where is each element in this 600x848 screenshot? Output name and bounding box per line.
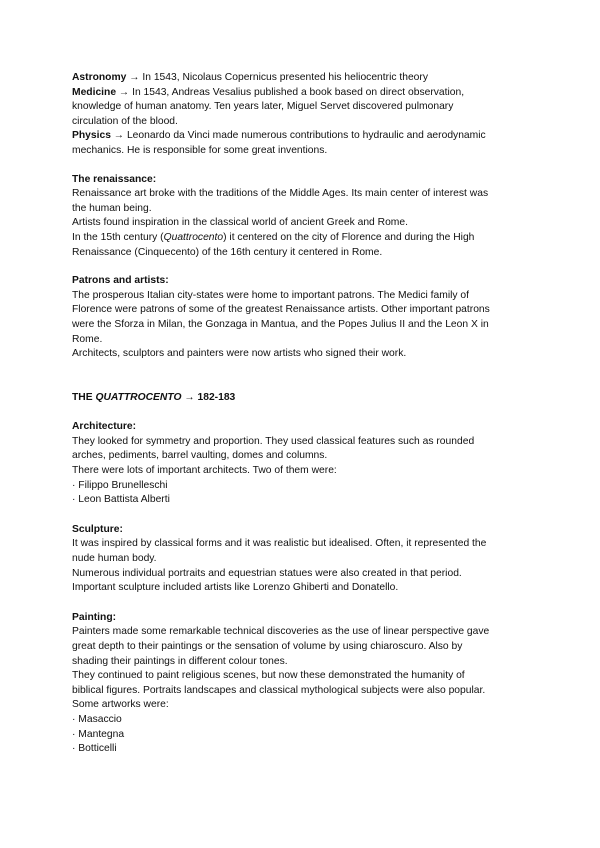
medicine-line — [72, 86, 534, 101]
painting-line-4: They continued to paint religious scenes, but now these demonstrated the humanity of — [72, 670, 465, 682]
sculpture-line-1: It was inspired by classical forms and it was realistic but idealised. Often, it represented the — [72, 538, 487, 550]
medicine-label: Medicine — [72, 86, 117, 98]
renaissance-line-5: Renaissance (Cinquecento) of the 16th century it centered in Rome. — [72, 246, 383, 258]
quattrocento-italic: Quattrocento — [163, 231, 224, 243]
title-prefix: THE — [72, 391, 96, 403]
patrons-section — [72, 274, 534, 362]
painting-line-2: great depth to their paintings or the sensation of volume by using chiaroscuro. Also by — [72, 641, 463, 652]
renaissance-line-4 — [72, 231, 534, 246]
painting-line-1: Painters made some remarkable technical discoveries as the use of linear perspective gave — [72, 626, 490, 638]
astronomy-line — [72, 71, 534, 86]
physics-label: Physics — [72, 130, 111, 142]
painting-section — [72, 611, 534, 757]
renaissance-heading: The renaissance: — [72, 173, 157, 185]
patrons-line-1: The prosperous Italian city-states were home to important patrons. The Medici family of — [72, 289, 469, 301]
painter-item-2: · Mantegna — [72, 728, 125, 740]
renaissance-line-2: the human being. — [72, 202, 152, 214]
patrons-line-2: Florence were patrons of some of the greatest Renaissance artists. Other important patrons — [72, 304, 490, 316]
patrons-line-4: Rome. — [72, 333, 103, 345]
medicine-text-3: circulation of the blood. — [72, 115, 178, 127]
sculpture-heading: Sculpture: — [72, 523, 123, 535]
architecture-line-3: There were lots of important architects. Two of them were: — [72, 465, 337, 477]
astronomy-text: → In 1543, Nicolaus Copernicus presented his heliocentric theory — [126, 72, 428, 83]
renaissance-section — [72, 173, 534, 261]
painting-line-3: shading their paintings in different colour tones. — [72, 655, 288, 667]
title-italic: QUATTROCENTO — [95, 391, 182, 403]
patrons-line-5: Architects, sculptors and painters were now artists who signed their work. — [72, 348, 407, 360]
sciences-section — [72, 71, 534, 159]
patrons-line-3: were the Sforza in Milan, the Gonzaga in Mantua, and the Popes Julius II and the Leon X in — [72, 318, 489, 330]
document-page — [72, 71, 534, 757]
sculpture-line-3: Numerous individual portraits and equestrian statues were also created in that period. — [72, 567, 462, 579]
medicine-text-1: → In 1543, Andreas Vesalius published a book based on direct observation, — [116, 86, 465, 98]
renaissance-line-1: Renaissance art broke with the traditions of the Middle Ages. Its main center of interest was — [72, 188, 489, 200]
architecture-line-1: They looked for symmetry and proportion. They used classical features such as rounded — [72, 435, 475, 447]
architecture-heading: Architecture: — [72, 421, 137, 433]
renaissance-line-3: Artists found inspiration in the classical world of ancient Greek and Rome. — [72, 217, 408, 229]
architecture-section — [72, 420, 534, 508]
architect-item-1: · Filippo Brunelleschi — [72, 479, 168, 491]
renaissance-15th-after: ) it centered on the city of Florence and during the High — [223, 231, 475, 243]
painter-item-3: · Botticelli — [72, 743, 117, 755]
architecture-line-2: arches, pediments, barrel vaulting, domes and columns. — [72, 450, 328, 462]
medicine-text-2: knowledge of human anatomy. Ten years later, Miguel Servet discovered pulmonary — [72, 101, 454, 113]
physics-line — [72, 129, 534, 144]
architect-item-2: · Leon Battista Alberti — [72, 494, 170, 506]
physics-text-1: → Leonardo da Vinci made numerous contributions to hydraulic and aerodynamic — [110, 130, 486, 142]
quattrocento-title — [72, 391, 534, 406]
painter-item-1: · Masaccio — [72, 713, 122, 725]
title-pages: → 182-183 — [181, 391, 236, 403]
astronomy-label: Astronomy — [72, 72, 127, 83]
physics-text-2: mechanics. He is responsible for some great inventions. — [72, 144, 328, 156]
painting-line-5: biblical figures. Portraits landscapes and classical mythological subjects were also popular. — [72, 684, 486, 696]
painting-line-6: Some artworks were: — [72, 699, 169, 711]
sculpture-line-2: nude human body. — [72, 553, 157, 565]
renaissance-15th-before: In the 15th century ( — [72, 231, 164, 243]
sculpture-section — [72, 523, 534, 596]
painting-heading: Painting: — [72, 611, 117, 623]
sculpture-line-4: Important sculpture included artists like Lorenzo Ghiberti and Donatello. — [72, 582, 399, 594]
patrons-heading: Patrons and artists: — [72, 275, 169, 287]
